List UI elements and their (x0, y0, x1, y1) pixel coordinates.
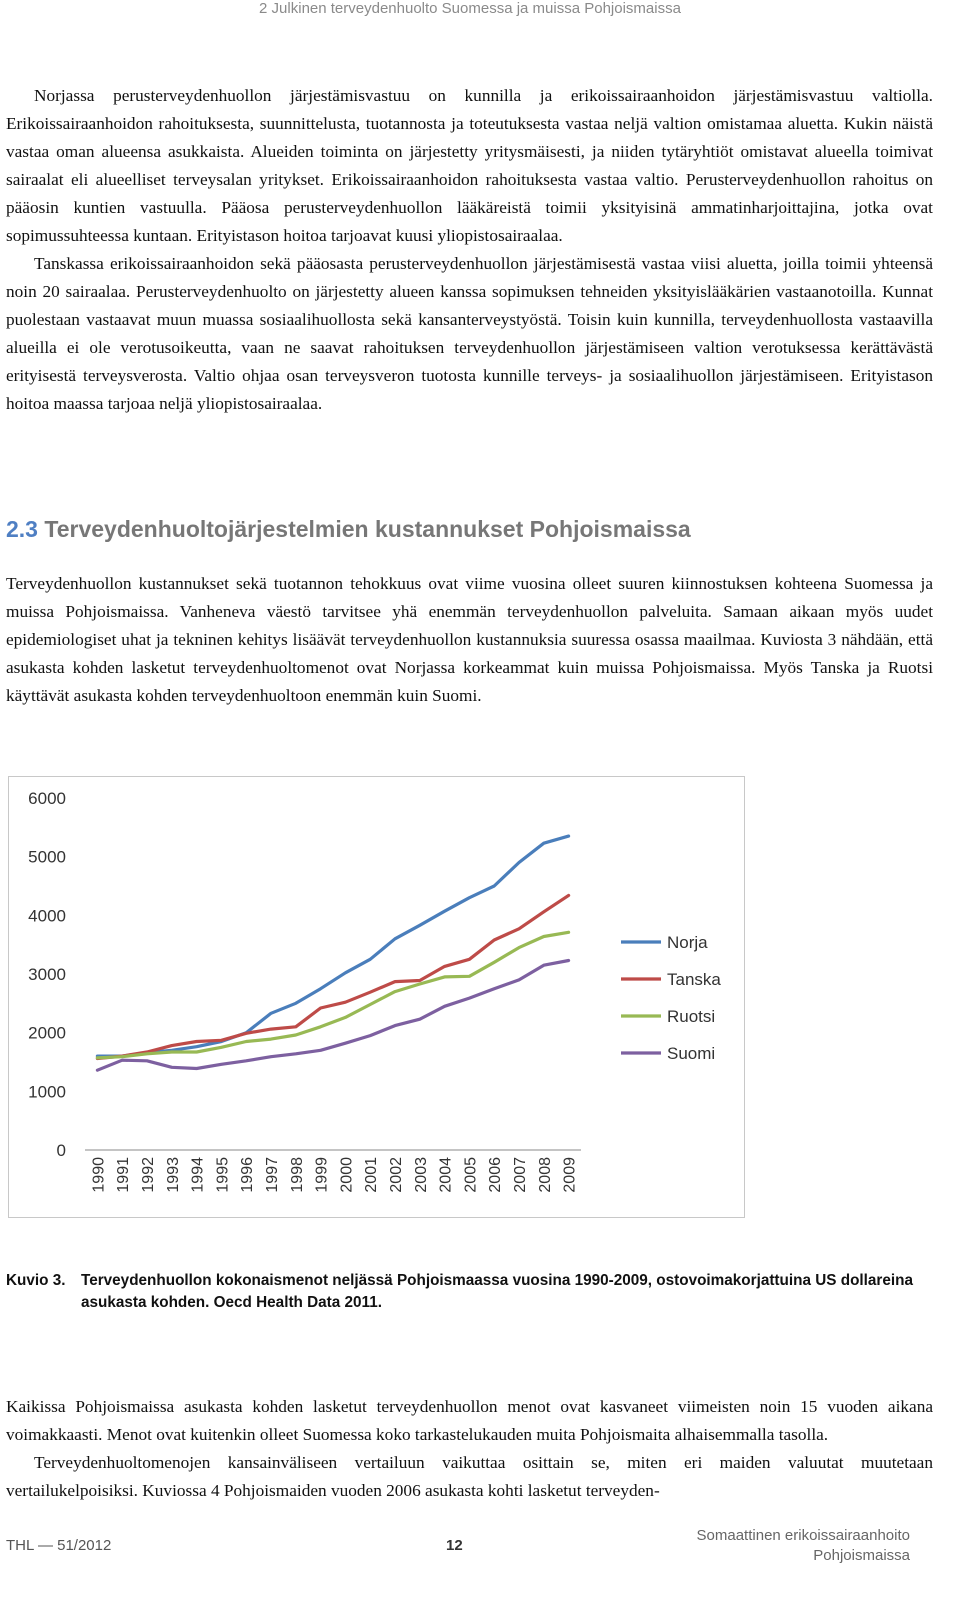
x-tick-label: 1995 (214, 1157, 232, 1193)
x-tick-label: 2004 (437, 1157, 455, 1193)
series-line-tanska (97, 895, 568, 1058)
footer-page-number: 12 (446, 1537, 463, 1554)
x-tick-label: 1999 (313, 1157, 331, 1193)
figure-caption (6, 1270, 936, 1314)
line-chart (9, 777, 744, 1217)
x-tick-label: 1991 (115, 1157, 133, 1193)
footer-series-line1: Somaattinen erikoissairaanhoito (696, 1527, 910, 1544)
body-text-section (6, 570, 933, 710)
section-number: 2.3 (6, 516, 38, 542)
running-header: 2 Julkinen terveydenhuolto Suomessa ja muissa Pohjoismaissa (259, 0, 681, 17)
caption-label: Kuvio 3. (6, 1272, 66, 1289)
x-tick-label: 1997 (264, 1157, 281, 1193)
y-tick-label: 1000 (28, 1082, 66, 1102)
x-tick-label: 2000 (338, 1157, 356, 1193)
x-tick-label: 2001 (363, 1157, 381, 1193)
paragraph-growth: Kaikissa Pohjoismaissa asukasta kohden lasketut terveydenhuollon menot ovat kasvaneet viimeisten noin 15 vuoden aikana voimakkaasti. Menot ovat kuitenkin olleet Suomessa koko tarkastelukauden muita Pohjoismaita alhaisemmalla tasolla. (6, 1397, 933, 1444)
y-tick-label: 3000 (28, 965, 66, 984)
x-axis-labels (90, 1157, 578, 1193)
y-axis-labels (28, 789, 66, 1160)
legend-label-suomi: Suomi (667, 1044, 716, 1063)
paragraph-costs: Terveydenhuollon kustannukset sekä tuotannon tehokkuus ovat viime vuosina olleet suuren kiinnostuksen kohteena Suomessa ja muissa Pohjoismaissa. Vanheneva väestö tarvitsee yhä enemmän terveydenhuollon palveluita. Samaan aikaan myös uudet epidemiologiset uhat ja tekninen kehitys lisäävät terveydenhuollon kustannuksia suuressa osassa maailmaa. Kuviosta 3 nähdään, että asukasta kohden lasketut terveydenhuoltomenot ovat Norjassa korkeammat kuin muissa Pohjoismaissa. Myös Tanska ja Ruotsi käyttävät asukasta kohden terveydenhuoltoon enemmän kuin Suomi. (6, 574, 933, 705)
x-tick-label: 2008 (536, 1157, 554, 1193)
section-heading (6, 516, 691, 543)
x-tick-label: 1994 (189, 1157, 207, 1193)
x-tick-label: 2007 (512, 1157, 529, 1193)
paragraph-denmark: Tanskassa erikoissairaanhoidon sekä pääosasta perusterveydenhuollon järjestämisestä vastaa viisi aluetta, joilla toimii yhteensä noin 20 sairaalaa. Perusterveydenhuolto on järjestetty alueen kanssa sopimuksen tehneiden yksityislääkärien vastaanotoilla. Kunnat puolestaan vastaavat muun muassa sosiaalihuollosta sekä kansanterveystyöstä. Toisin kuin kunnilla, terveydenhuollosta vastaavilla alueilla ei ole verotusoikeutta, vaan ne saavat rahoituksen terveydenhuollon järjestämiseen valtion verotuksessa kerättävästä erityisestä terveysverosta. Valtio ohjaa osan terveysveron tuotosta kunnille terveys- ja sosiaalihuollon järjestämiseen. Erityistason hoitoa maassa tarjoaa neljä yliopistosairaalaa. (6, 254, 933, 413)
footer-publication: THL — 51/2012 (6, 1537, 112, 1554)
x-tick-label: 2005 (462, 1157, 480, 1193)
x-tick-label: 2009 (561, 1157, 579, 1193)
paragraph-currency: Terveydenhuoltomenojen kansainväliseen vertailuun vaikuttaa osittain se, miten eri maiden valuutat muutetaan vertailukelpoisiksi. Kuviossa 4 Pohjoismaiden vuoden 2006 asukasta kohti lasketut terveyden- (6, 1453, 933, 1500)
chart-legend (621, 933, 721, 1063)
x-tick-label: 1996 (239, 1157, 257, 1193)
series-lines (97, 836, 568, 1070)
footer-series-title (660, 1526, 910, 1566)
section-title: Terveydenhuoltojärjestelmien kustannukset Pohjoismaissa (44, 516, 691, 542)
footer-series-line2: Pohjoismaissa (813, 1547, 910, 1564)
x-tick-label: 1993 (164, 1157, 182, 1193)
y-tick-label: 5000 (28, 847, 66, 867)
x-tick-label: 2002 (388, 1157, 405, 1193)
legend-label-ruotsi: Ruotsi (667, 1007, 716, 1026)
body-text-top (6, 82, 933, 418)
paragraph-norway: Norjassa perusterveydenhuollon järjestämisvastuu on kunnilla ja erikoissairaanhoidon järjestämisvastuu valtiolla. Erikoissairaanhoidon rahoituksesta, suunnittelusta, tuotannosta ja toteutuksesta vastaa neljä valtion omistamaa aluetta. Kukin näistä vastaa oman alueensa asukkaista. Alueiden toiminta on järjestetty yritysmäisesti, ja niiden tytäryhtiöt omistavat alueella toimivat sairaalat eli alueelliset terveysalan yritykset. Erikoissairaanhoidon rahoituksesta vastaa valtio. Perusterveydenhuollon rahoitus on pääosin kuntien vastuulla. Pääosa perusterveydenhuollon lääkäreistä toimii yksityisinä ammatinharjoittajina, jotka ovat sopimussuhteessa kuntaan. Erityistason hoitoa tarjoavat kuusi yliopistosairaalaa. (6, 86, 933, 245)
body-text-bottom (6, 1393, 933, 1505)
legend-label-norja: Norja (667, 933, 708, 952)
chart-figure (8, 776, 745, 1218)
series-line-ruotsi (97, 932, 568, 1058)
x-tick-label: 2003 (412, 1157, 430, 1193)
y-tick-label: 0 (56, 1141, 66, 1160)
legend-label-tanska: Tanska (667, 970, 721, 989)
x-tick-label: 1992 (140, 1157, 157, 1193)
x-tick-label: 1998 (288, 1157, 306, 1193)
x-tick-label: 1990 (90, 1157, 108, 1193)
y-tick-label: 6000 (28, 789, 66, 808)
y-tick-label: 2000 (28, 1023, 66, 1043)
y-tick-label: 4000 (28, 906, 66, 926)
x-tick-label: 2006 (487, 1157, 505, 1193)
caption-text: Terveydenhuollon kokonaismenot neljässä Pohjoismaassa vuosina 1990-2009, ostovoimakorjattuina US dollareina asukasta kohden. Oecd Health Data 2011. (81, 1272, 913, 1311)
